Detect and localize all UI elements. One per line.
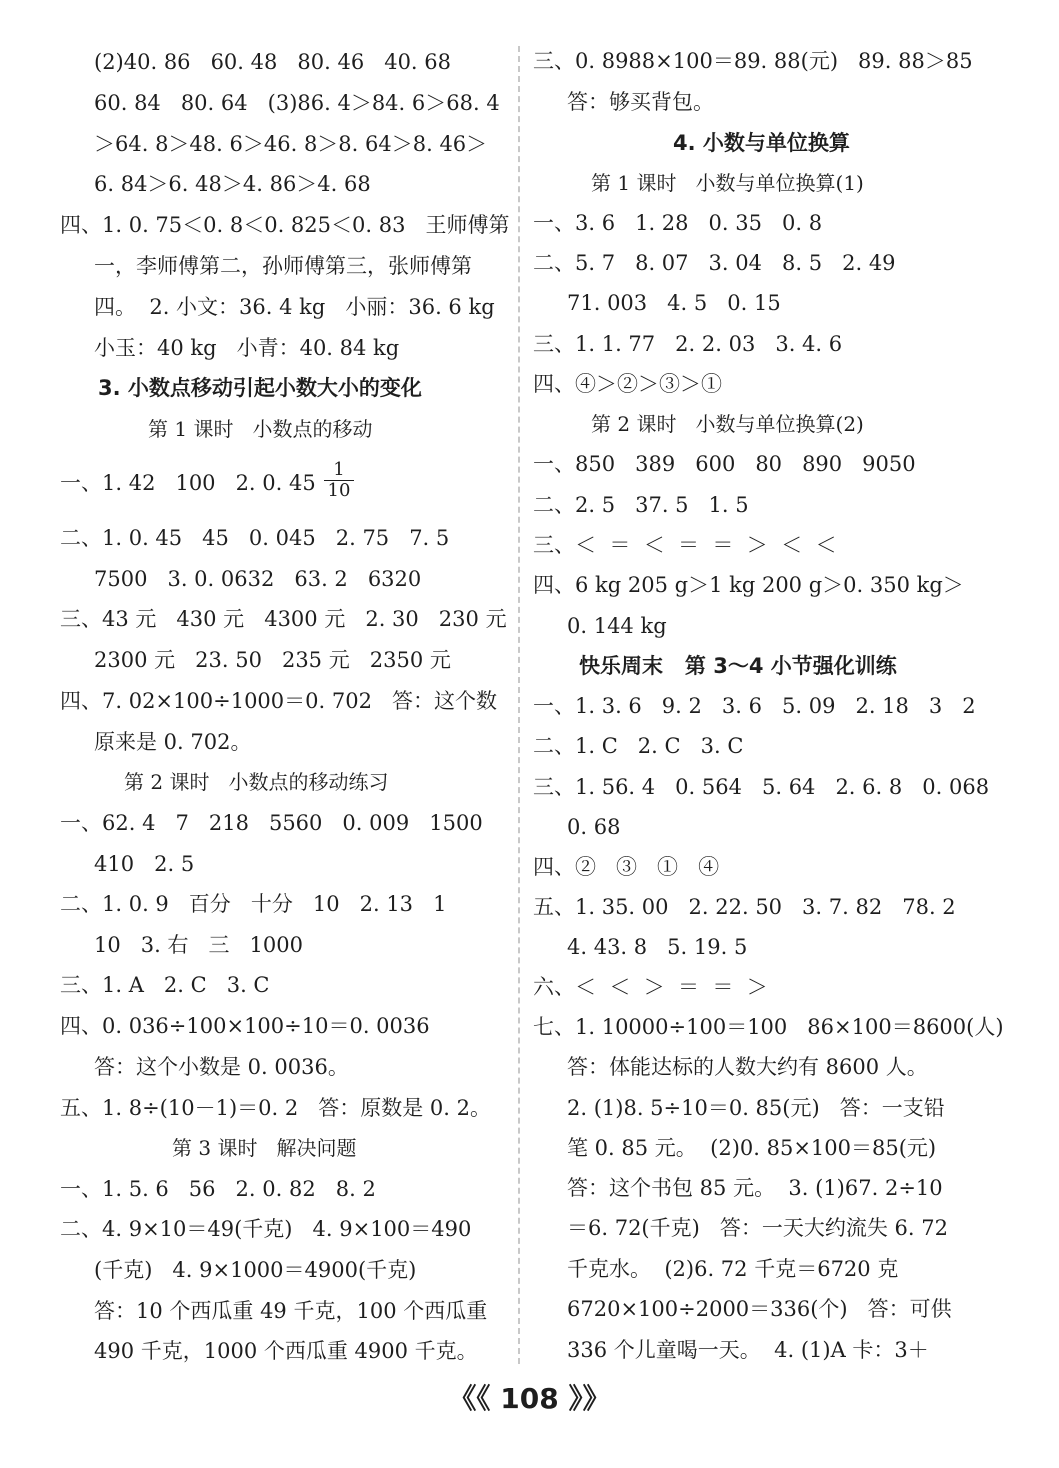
answer-line: 二、1. C 2. C 3. C (533, 734, 744, 758)
answer-line: ＞64. 8＞48. 6＞46. 8＞8. 64＞8. 46＞ (94, 132, 488, 156)
answer-line: 410 2. 5 (94, 852, 195, 876)
answer-line: 4. 43. 8 5. 19. 5 (567, 935, 748, 959)
answer-line: 三、43 元 430 元 4300 元 2. 30 230 元 (60, 607, 507, 631)
answer-line: 四、6 kg 205 g＞1 kg 200 g＞0. 350 kg＞ (533, 573, 964, 597)
answer-line: 三、1. 56. 4 0. 564 5. 64 2. 6. 8 0. 068 (533, 775, 990, 799)
answer-line: 答：这个书包 85 元。 3. (1)67. 2÷10 (567, 1176, 943, 1200)
answer-line: 60. 84 80. 64 (3)86. 4＞84. 6＞68. 4 (94, 91, 500, 115)
column-divider (518, 46, 520, 1364)
answer-line: 千克水。 (2)6. 72 千克＝6720 克 (567, 1257, 899, 1281)
answer-line: 一、3. 6 1. 28 0. 35 0. 8 (533, 211, 823, 235)
page-number: 《《 108 》》 (448, 1382, 611, 1415)
answer-line: 二、1. 0. 9 百分 十分 10 2. 13 1 (60, 892, 447, 916)
answer-line: 336 个儿童喝一天。 4. (1)A 卡：3＋ (567, 1338, 929, 1362)
answer-line: 二、4. 9×10＝49(千克) 4. 9×100＝490 (60, 1217, 472, 1241)
answer-line: 答：这个小数是 0. 0036。 (94, 1055, 349, 1079)
lesson-heading: 第 2 课时 小数与单位换算(2) (591, 412, 864, 436)
answer-line: 7500 3. 0. 0632 63. 2 6320 (94, 567, 422, 591)
answer-line: 2300 元 23. 50 235 元 2350 元 (94, 648, 451, 672)
answer-line: 答：够买背包。 (567, 90, 714, 114)
answer-line: 四、④＞②＞③＞① (533, 372, 722, 396)
lesson-heading: 第 1 课时 小数与单位换算(1) (591, 171, 864, 195)
answer-line: 一，李师傅第二，孙师傅第三，张师傅第 (94, 254, 472, 278)
answer-line: 原来是 0. 702。 (94, 730, 252, 754)
answer-line: 0. 68 (567, 815, 621, 839)
answer-line: 71. 003 4. 5 0. 15 (567, 291, 781, 315)
answer-line: 五、1. 8÷(10－1)＝0. 2 答：原数是 0. 2。 (60, 1096, 491, 1120)
answer-line: 三、1. 1. 77 2. 2. 03 3. 4. 6 (533, 332, 843, 356)
lesson-heading: 第 2 课时 小数点的移动练习 (124, 770, 389, 794)
answer-line: ＝6. 72(千克) 答：一天大约流失 6. 72 (567, 1216, 948, 1240)
answer-line: 一、1. 5. 6 56 2. 0. 82 8. 2 (60, 1177, 376, 1201)
answer-line: 四。 2. 小文：36. 4 kg 小丽：36. 6 kg (94, 295, 495, 319)
answer-line: (2)40. 86 60. 48 80. 46 40. 68 (94, 50, 451, 74)
answer-line: 五、1. 35. 00 2. 22. 50 3. 7. 82 78. 2 (533, 895, 956, 919)
answer-line: 答：10 个西瓜重 49 千克，100 个西瓜重 (94, 1299, 488, 1323)
answer-line: 一、1. 42 100 2. 0. 45 (60, 471, 316, 495)
answer-line: 六、＜ ＜ ＞ ＝ ＝ ＞ (533, 975, 768, 999)
answer-line: 三、＜ ＝ ＜ ＝ ＝ ＞ ＜ ＜ (533, 533, 837, 557)
answer-line: 四、1. 0. 75＜0. 8＜0. 825＜0. 83 王师傅第 (60, 213, 510, 237)
section-heading: 快乐周末 第 3～4 小节强化训练 (579, 654, 897, 678)
answer-line: 答：体能达标的人数大约有 8600 人。 (567, 1055, 928, 1079)
answer-line: 490 千克，1000 个西瓜重 4900 千克。 (94, 1339, 478, 1363)
lesson-heading: 第 3 课时 解决问题 (172, 1136, 357, 1160)
answer-line: 10 3. 右 三 1000 (94, 933, 303, 957)
fraction-numerator: 1 (324, 460, 354, 481)
answer-line: 二、1. 0. 45 45 0. 045 2. 75 7. 5 (60, 526, 450, 550)
answer-line: 0. 144 kg (567, 614, 667, 638)
answer-line: 一、62. 4 7 218 5560 0. 009 1500 (60, 811, 483, 835)
answer-line: 小玉：40 kg 小青：40. 84 kg (94, 336, 400, 360)
answer-line: 6720×100÷2000＝336(个) 答：可供 (567, 1297, 952, 1321)
answer-line: 二、2. 5 37. 5 1. 5 (533, 493, 749, 517)
answer-line: 三、0. 8988×100＝89. 88(元) 89. 88＞85 (533, 49, 973, 73)
answer-line: 四、0. 036÷100×100÷10＝0. 0036 (60, 1014, 430, 1038)
answer-line: 二、5. 7 8. 07 3. 04 8. 5 2. 49 (533, 251, 896, 275)
fraction-denominator: 10 (327, 480, 351, 501)
answer-line: 笔 0. 85 元。 (2)0. 85×100＝85(元) (567, 1136, 937, 1160)
answer-line: 七、1. 10000÷100＝100 86×100＝8600(人) (533, 1015, 1004, 1039)
answer-line: 一、1. 3. 6 9. 2 3. 6 5. 09 2. 18 3 2 (533, 694, 976, 718)
answer-line: (千克) 4. 9×1000＝4900(千克) (94, 1258, 417, 1282)
section-heading: 4. 小数与单位换算 (673, 131, 850, 155)
answer-line: 6. 84＞6. 48＞4. 86＞4. 68 (94, 172, 371, 196)
lesson-heading: 第 1 课时 小数点的移动 (148, 417, 373, 441)
answer-line: 三、1. A 2. C 3. C (60, 973, 270, 997)
fraction (324, 460, 354, 501)
answer-line: 四、7. 02×100÷1000＝0. 702 答：这个数 (60, 689, 497, 713)
answer-line: 2. (1)8. 5÷10＝0. 85(元) 答：一支铅 (567, 1096, 945, 1120)
answer-line: 四、② ③ ① ④ (533, 855, 720, 879)
answer-line: 一、850 389 600 80 890 9050 (533, 452, 916, 476)
section-heading: 3. 小数点移动引起小数大小的变化 (98, 376, 422, 400)
